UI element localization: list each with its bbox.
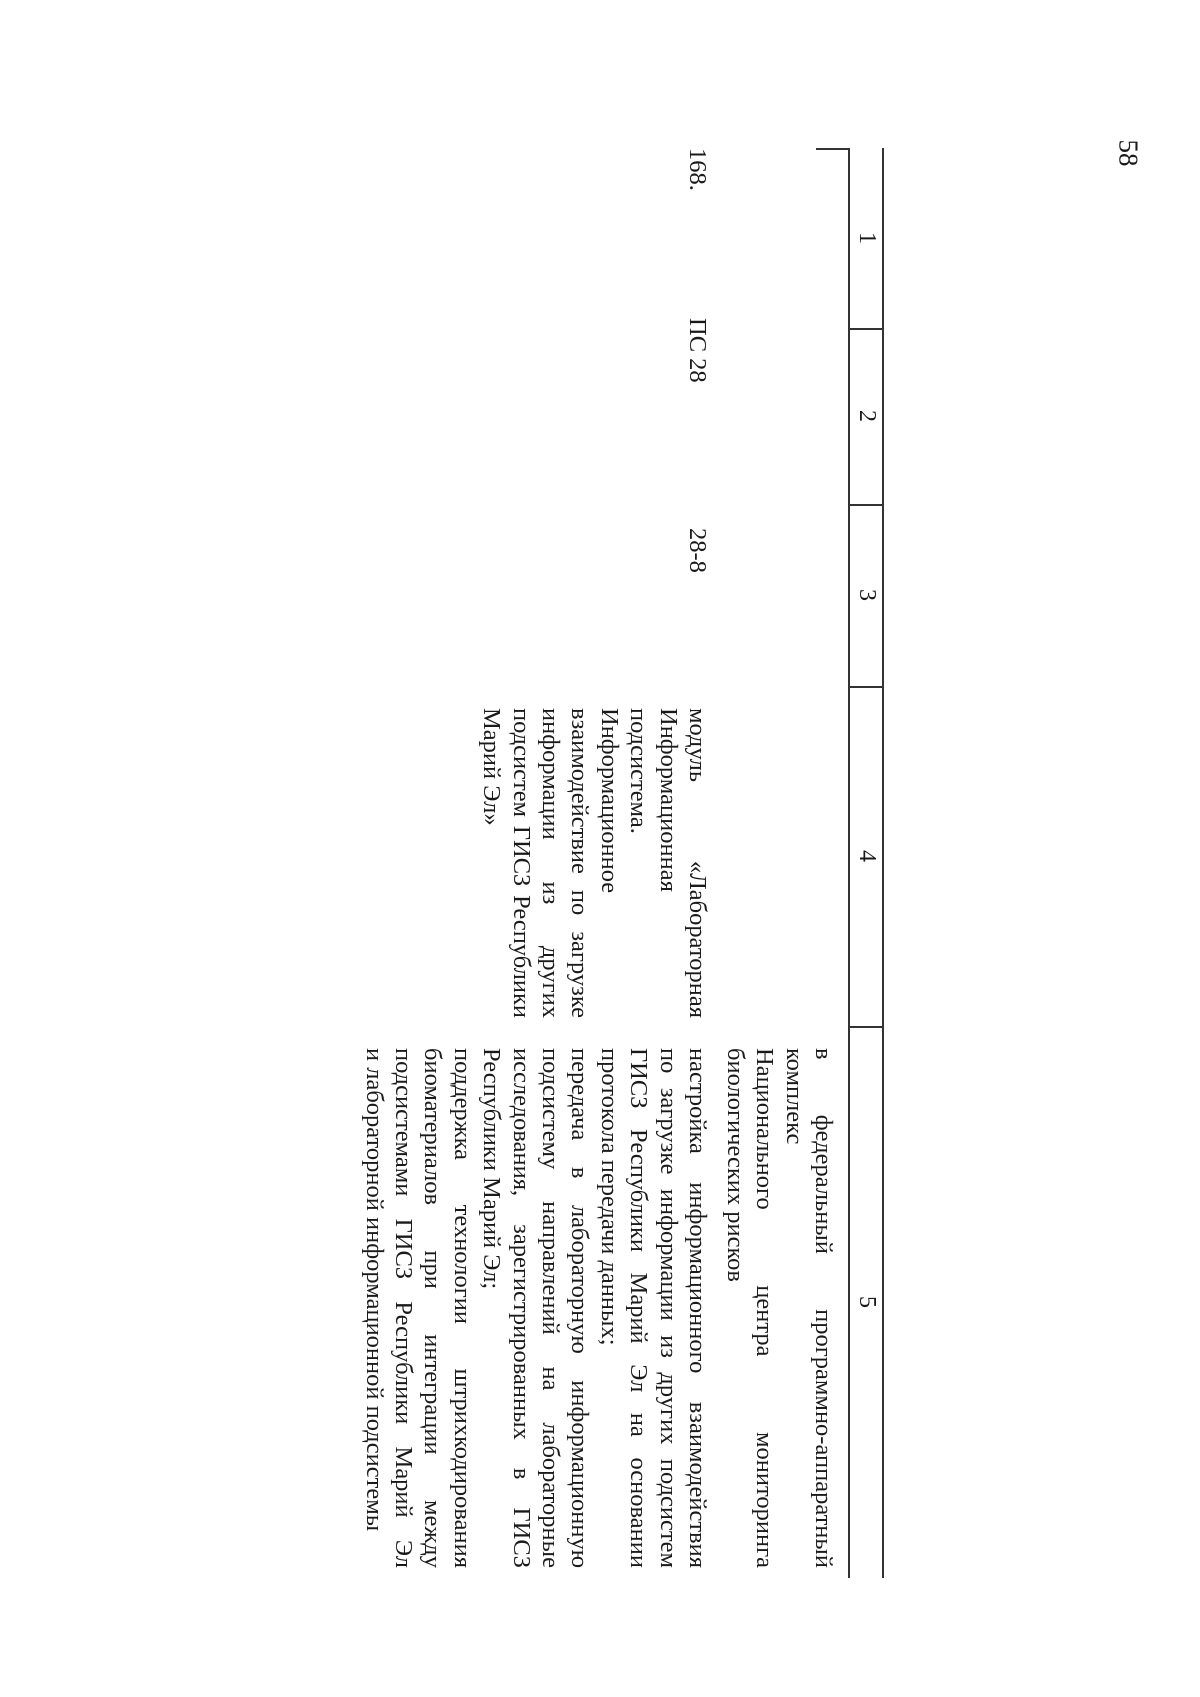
rotated-table — [204, 148, 884, 1578]
left-edge-stub — [816, 148, 850, 150]
text-line: информации из других — [536, 708, 564, 1018]
header-col-5: 5 — [854, 1296, 880, 1308]
text-line: подсистемами ГИСЗ Республики Марий Эл — [389, 1048, 417, 1568]
text-line: исследования, зарегистрированных в ГИСЗ — [507, 1048, 535, 1568]
text-line: настройка информационного взаимодействия — [684, 1048, 711, 1568]
text-line: протокола передачи данных; — [595, 1048, 623, 1346]
text-line: по загрузке информации из других подсистем — [654, 1048, 682, 1568]
text-line: и лабораторной информационной подсистемы — [360, 1048, 388, 1532]
text-line: поддержка технологии штрихкодирования — [448, 1048, 476, 1568]
header-col-4: 4 — [854, 850, 880, 862]
header-col-2: 2 — [854, 410, 880, 422]
row-subcode: 28-8 — [684, 528, 711, 573]
text-line: Информационное — [595, 708, 623, 894]
text-line: ГИСЗ Республики Марий Эл на основании — [625, 1048, 653, 1568]
page-number: 58 — [1113, 139, 1144, 167]
row-col4-text — [477, 708, 712, 1018]
text-line: Информационная подсистема. — [625, 708, 682, 892]
text-line: в федеральный программно-аппаратный комплекс — [780, 1048, 837, 1568]
continued-col5-text — [720, 1048, 838, 1568]
text-line: Марий Эл» — [478, 708, 506, 826]
text-line: биологических рисков — [721, 1048, 749, 1282]
text-line: передача в лабораторную информационную — [566, 1048, 594, 1568]
header-col-3: 3 — [854, 589, 880, 601]
row-col5-text — [359, 1048, 712, 1568]
text-line: модуль «Лабораторная — [684, 708, 711, 1018]
text-line: подсистем ГИСЗ Республики — [507, 708, 535, 1018]
row-code: ПС 28 — [684, 318, 711, 383]
text-line: Национального центра мониторинга — [751, 1048, 779, 1568]
text-line: Республики Марий Эл; — [478, 1048, 506, 1290]
row-number: 168. — [684, 148, 711, 191]
text-line: биоматериалов при интеграции между — [419, 1048, 447, 1568]
header-col-1: 1 — [854, 232, 880, 244]
text-line: подсистему направлений на лабораторные — [536, 1048, 564, 1568]
text-line: взаимодействие по загрузке — [566, 708, 594, 1018]
